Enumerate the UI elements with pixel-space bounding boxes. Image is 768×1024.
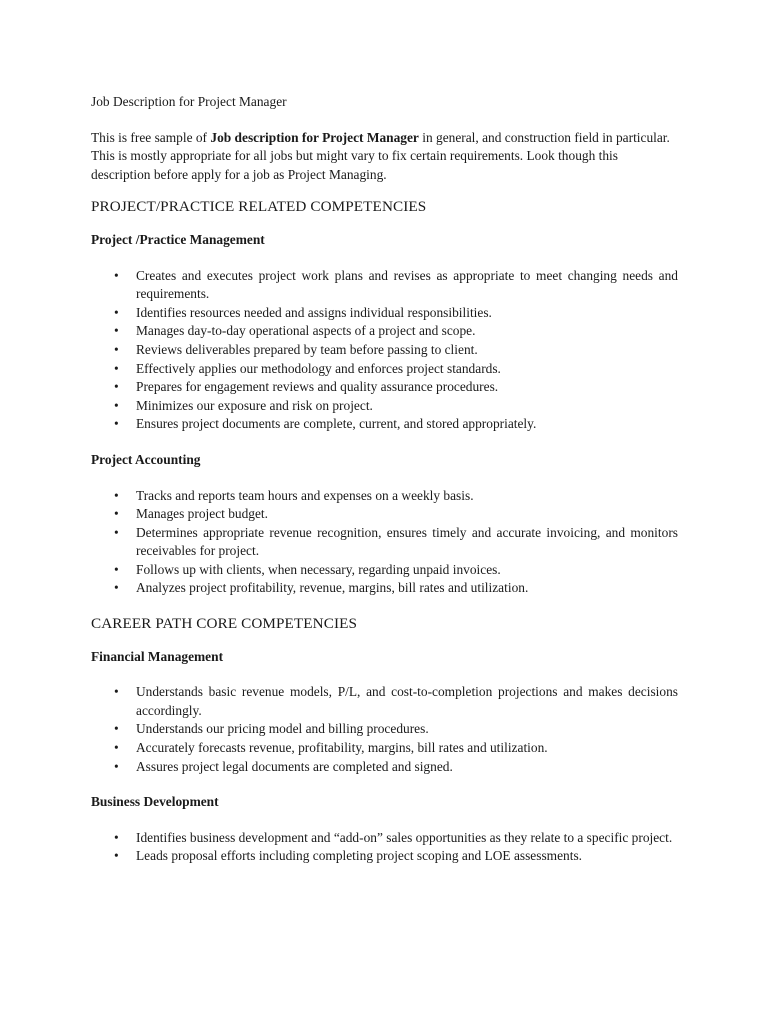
list-item [91, 720, 678, 739]
bullet-icon: • [114, 580, 119, 596]
list-item-text: Reviews deliverables prepared by team before passing to client. [136, 341, 478, 357]
document-title: Job Description for Project Manager [91, 94, 287, 109]
list-item-text: Accurately forecasts revenue, profitability, margins, bill rates and utilization. [136, 740, 548, 756]
list-item-text: Prepares for engagement reviews and quality assurance procedures. [136, 379, 499, 395]
list-item [91, 829, 678, 848]
subheading-practice-management: Project /Practice Management [91, 231, 265, 247]
list-item-text: Assures project legal documents are completed and signed. [136, 758, 453, 774]
bullet-icon: • [114, 304, 119, 320]
list-item [91, 758, 678, 777]
bullet-icon: • [114, 524, 119, 540]
list-item-text: Tracks and reports team hours and expenses on a weekly basis. [136, 487, 474, 503]
list-item [91, 415, 678, 434]
list-item [91, 487, 678, 506]
subheading-business-development: Business Development [91, 794, 219, 810]
list-item-text: Determines appropriate revenue recognition, ensures timely and accurate invoicing, and monitors receivables for project. [136, 524, 678, 559]
list-item-text: Effectively applies our methodology and enforces project standards. [136, 360, 501, 376]
list-item-text: Understands our pricing model and billing procedures. [136, 721, 429, 737]
bullet-icon: • [114, 740, 119, 756]
subheading-project-accounting: Project Accounting [91, 451, 201, 467]
bullet-icon: • [114, 848, 119, 864]
list-item-text: Understands basic revenue models, P/L, and cost-to-completion projections and makes decisions accordingly. [136, 684, 678, 718]
list-item-text: Analyzes project profitability, revenue, margins, bill rates and utilization. [136, 580, 529, 596]
list-item-text: Identifies resources needed and assigns individual responsibilities. [136, 304, 492, 320]
list-item [91, 505, 678, 524]
section-heading-career-path: CAREER PATH CORE COMPETENCIES [91, 615, 358, 633]
bullet-icon: • [114, 397, 119, 413]
list-item-text: Leads proposal efforts including completing project scoping and LOE assessments. [136, 848, 583, 864]
intro-prefix: This is free sample of [91, 129, 211, 145]
list-item-text: Manages day-to-day operational aspects of a project and scope. [136, 323, 476, 339]
bullet-icon: • [114, 360, 119, 376]
intro-bold-phrase: Job description for Project Manager [210, 129, 419, 145]
list-item [91, 322, 678, 341]
list-item [91, 561, 678, 580]
list-item-text: Ensures project documents are complete, current, and stored appropriately. [136, 416, 537, 432]
list-item [91, 847, 678, 866]
section-heading-project-practice: PROJECT/PRACTICE RELATED COMPETENCIES [91, 198, 427, 216]
list-item [91, 360, 678, 379]
bullet-icon: • [114, 323, 119, 339]
bullet-icon: • [114, 506, 119, 522]
bullet-icon: • [114, 684, 119, 700]
list-item [91, 267, 678, 304]
bullet-list-project-accounting [91, 487, 678, 599]
list-item-text: Creates and executes project work plans and revises as appropriate to meet changing needs and requirements. [136, 267, 678, 302]
list-item [91, 739, 678, 758]
list-item-text: Minimizes our exposure and risk on project. [136, 397, 373, 413]
bullet-list-business-development [91, 829, 678, 866]
document-body [91, 93, 678, 883]
list-item [91, 304, 678, 323]
bullet-icon: • [114, 721, 119, 737]
bullet-icon: • [114, 416, 119, 432]
bullet-icon: • [114, 487, 119, 503]
list-item [91, 579, 678, 598]
bullet-icon: • [114, 341, 119, 357]
bullet-icon: • [114, 267, 119, 283]
bullet-icon: • [114, 561, 119, 577]
bullet-list-financial-management [91, 683, 678, 776]
intro-paragraph [91, 129, 678, 185]
list-item-text: Follows up with clients, when necessary, regarding unpaid invoices. [136, 561, 501, 577]
list-item [91, 397, 678, 416]
list-item-text: Manages project budget. [136, 506, 269, 522]
list-item-text: Identifies business development and “add-on” sales opportunities as they relate to a specific project. [136, 829, 673, 845]
bullet-icon: • [114, 829, 119, 845]
list-item [91, 683, 678, 720]
bullet-icon: • [114, 758, 119, 774]
list-item [91, 341, 678, 360]
intro-suffix: in general, and construction field in particular. This is mostly appropriate for all jobs but might vary to fix certain requirements. Look though this description before apply for a job as Project Managing. [91, 129, 670, 182]
bullet-icon: • [114, 379, 119, 395]
subheading-financial-management: Financial Management [91, 648, 224, 664]
bullet-list-practice-management [91, 267, 678, 434]
list-item [91, 524, 678, 561]
list-item [91, 378, 678, 397]
